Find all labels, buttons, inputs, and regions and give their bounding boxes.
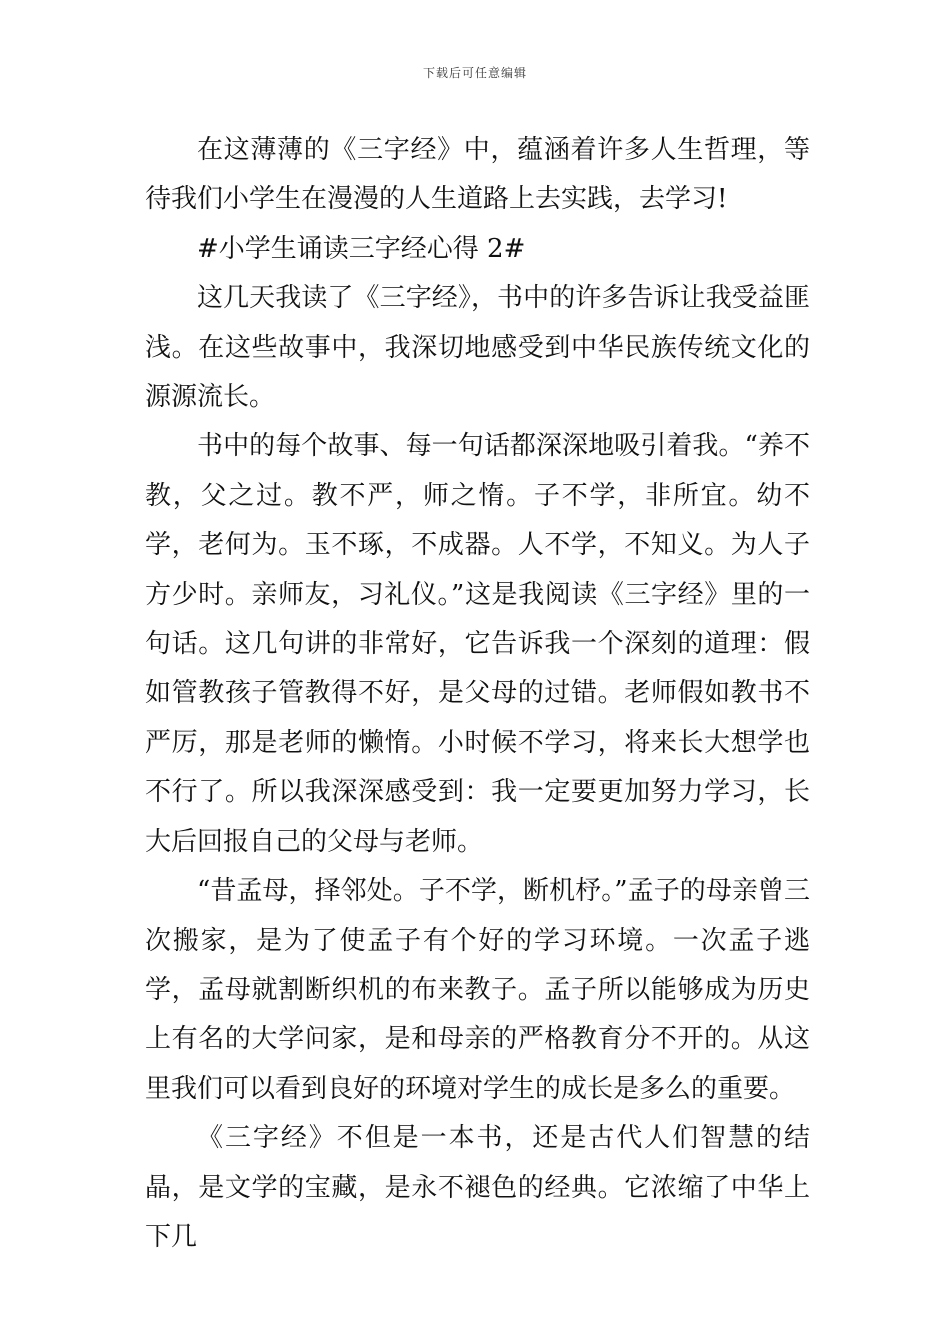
- paragraph-quote-teaching: 书中的每个故事、每一句话都深深地吸引着我。“养不教，父之过。教不严，师之惰。子不学，非所宜。幼不学，老何为。玉不琢，不成器。人不学，不知义。为人子方少时。亲师友，习礼仪。”这是我阅读《三字经》里的一句话。这几句讲的非常好，它告诉我一个深刻的道理：假如管教孩子管教得不好，是父母的过错。老师假如教书不严厉，那是老师的懒惰。小时候不学习，将来长大想学也不行了。所以我深深感受到：我一定要更加努力学习，长大后回报自己的父母与老师。: [145, 431, 810, 857]
- page-header-note: 下载后可任意编辑: [422, 66, 527, 80]
- paragraph-intro-conclusion: 在这薄薄的《三字经》中，蕴涵着许多人生哲理，等待我们小学生在漫漫的人生道路上去实践，去学习!: [145, 135, 810, 215]
- paragraph-reading: 这几天我读了《三字经》，书中的许多告诉让我受益匪浅。在这些故事中，我深切地感受到中华民族传统文化的源源流长。: [145, 283, 810, 413]
- paragraph-classic-value: 《三字经》不但是一本书，还是古代人们智慧的结晶，是文学的宝藏，是永不褪色的经典。它浓缩了中华上下几: [145, 1123, 810, 1252]
- paragraph-mencius-mother: “昔孟母，择邻处。子不学，断机杼。”孟子的母亲曾三次搬家，是为了使孟子有个好的学习环境。一次孟子逃学，孟母就割断织机的布来教子。孟子所以能够成为历史上有名的大学问家，是和母亲的严格教育分不开的。从这里我们可以看到良好的环境对学生的成长是多么的重要。: [145, 876, 810, 1104]
- document-body: [145, 126, 810, 1262]
- section-heading: #小学生诵读三字经心得 2#: [197, 233, 526, 264]
